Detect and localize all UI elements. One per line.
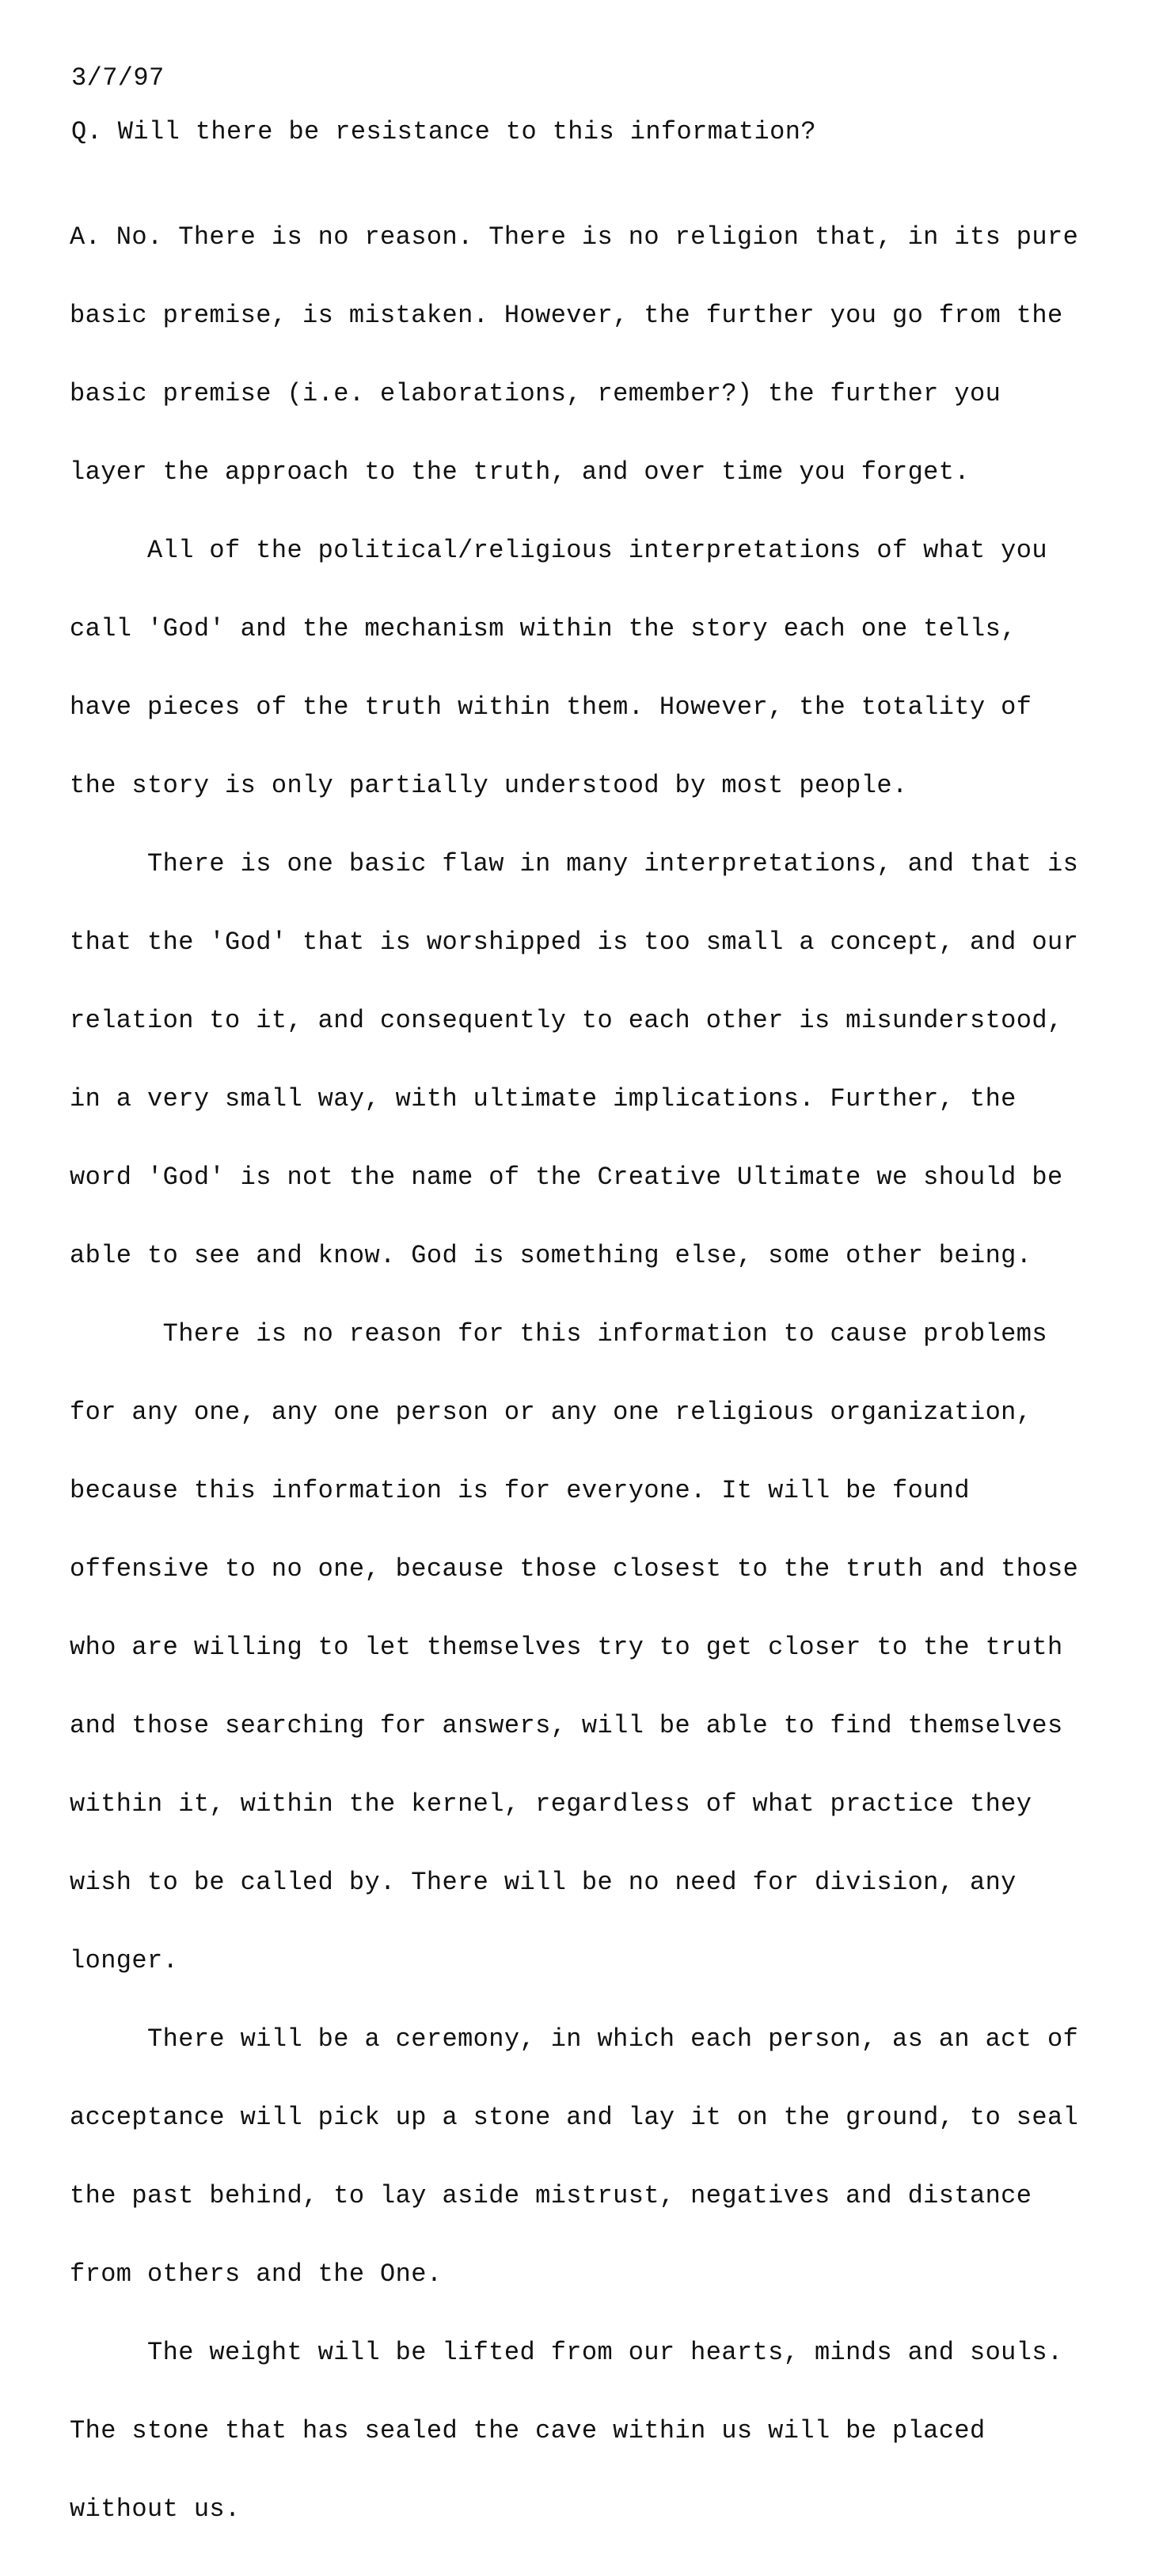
document-date: 3/7/97 xyxy=(71,63,165,93)
answer-line: and those searching for answers, will be able to find themselves xyxy=(70,1711,1063,1740)
answer-line: because this information is for everyone. It will be found xyxy=(70,1476,970,1505)
answer-line: in a very small way, with ultimate implications. Further, the xyxy=(70,1084,1016,1113)
answer-line: wish to be called by. There will be no need for division, any xyxy=(70,1868,1016,1897)
answer-line: the story is only partially understood by most people. xyxy=(70,771,908,800)
answer-line: basic premise (i.e. elaborations, remember?) the further you xyxy=(70,379,1001,408)
answer-line: that the 'God' that is worshipped is too small a concept, and our xyxy=(70,928,1079,957)
answer-line: There is one basic flaw in many interpretations, and that is xyxy=(70,849,1079,878)
answer-line: word 'God' is not the name of the Creative Ultimate we should be xyxy=(70,1163,1063,1192)
answer-line: A. No. There is no reason. There is no religion that, in its pure xyxy=(70,222,1079,252)
answer-line: call 'God' and the mechanism within the story each one tells, xyxy=(70,614,1016,643)
answer-line: have pieces of the truth within them. However, the totality of xyxy=(70,692,1032,722)
answer-line: There is no reason for this information to cause problems xyxy=(70,1319,1047,1349)
answer-line: basic premise, is mistaken. However, the further you go from the xyxy=(70,301,1063,330)
answer-line: from others and the One. xyxy=(70,2259,443,2289)
answer-line: the past behind, to lay aside mistrust, negatives and distance xyxy=(70,2181,1032,2210)
answer-line: offensive to no one, because those closest to the truth and those xyxy=(70,1554,1079,1584)
answer-line: layer the approach to the truth, and over time you forget. xyxy=(70,457,970,487)
answer-line: The stone that has sealed the cave within us will be placed xyxy=(70,2416,986,2445)
answer-line: relation to it, and consequently to each other is misunderstood, xyxy=(70,1006,1063,1035)
answer-line: longer. xyxy=(70,1946,179,1975)
answer-line: for any one, any one person or any one religious organization, xyxy=(70,1398,1032,1427)
answer-line: acceptance will pick up a stone and lay it on the ground, to seal xyxy=(70,2103,1079,2132)
answer-line: There will be a ceremony, in which each person, as an act of xyxy=(70,2024,1079,2054)
question-text: Q. Will there be resistance to this information? xyxy=(71,117,816,146)
answer-line: without us. xyxy=(70,2494,241,2524)
answer-line: The weight will be lifted from our hearts, minds and souls. xyxy=(70,2338,1063,2367)
answer-line: All of the political/religious interpretations of what you xyxy=(70,536,1047,565)
answer-line: within it, within the kernel, regardless of what practice they xyxy=(70,1789,1032,1819)
answer-line: who are willing to let themselves try to get closer to the truth xyxy=(70,1633,1063,1662)
answer-body xyxy=(70,172,1078,2574)
answer-line: able to see and know. God is something else, some other being. xyxy=(70,1241,1032,1270)
